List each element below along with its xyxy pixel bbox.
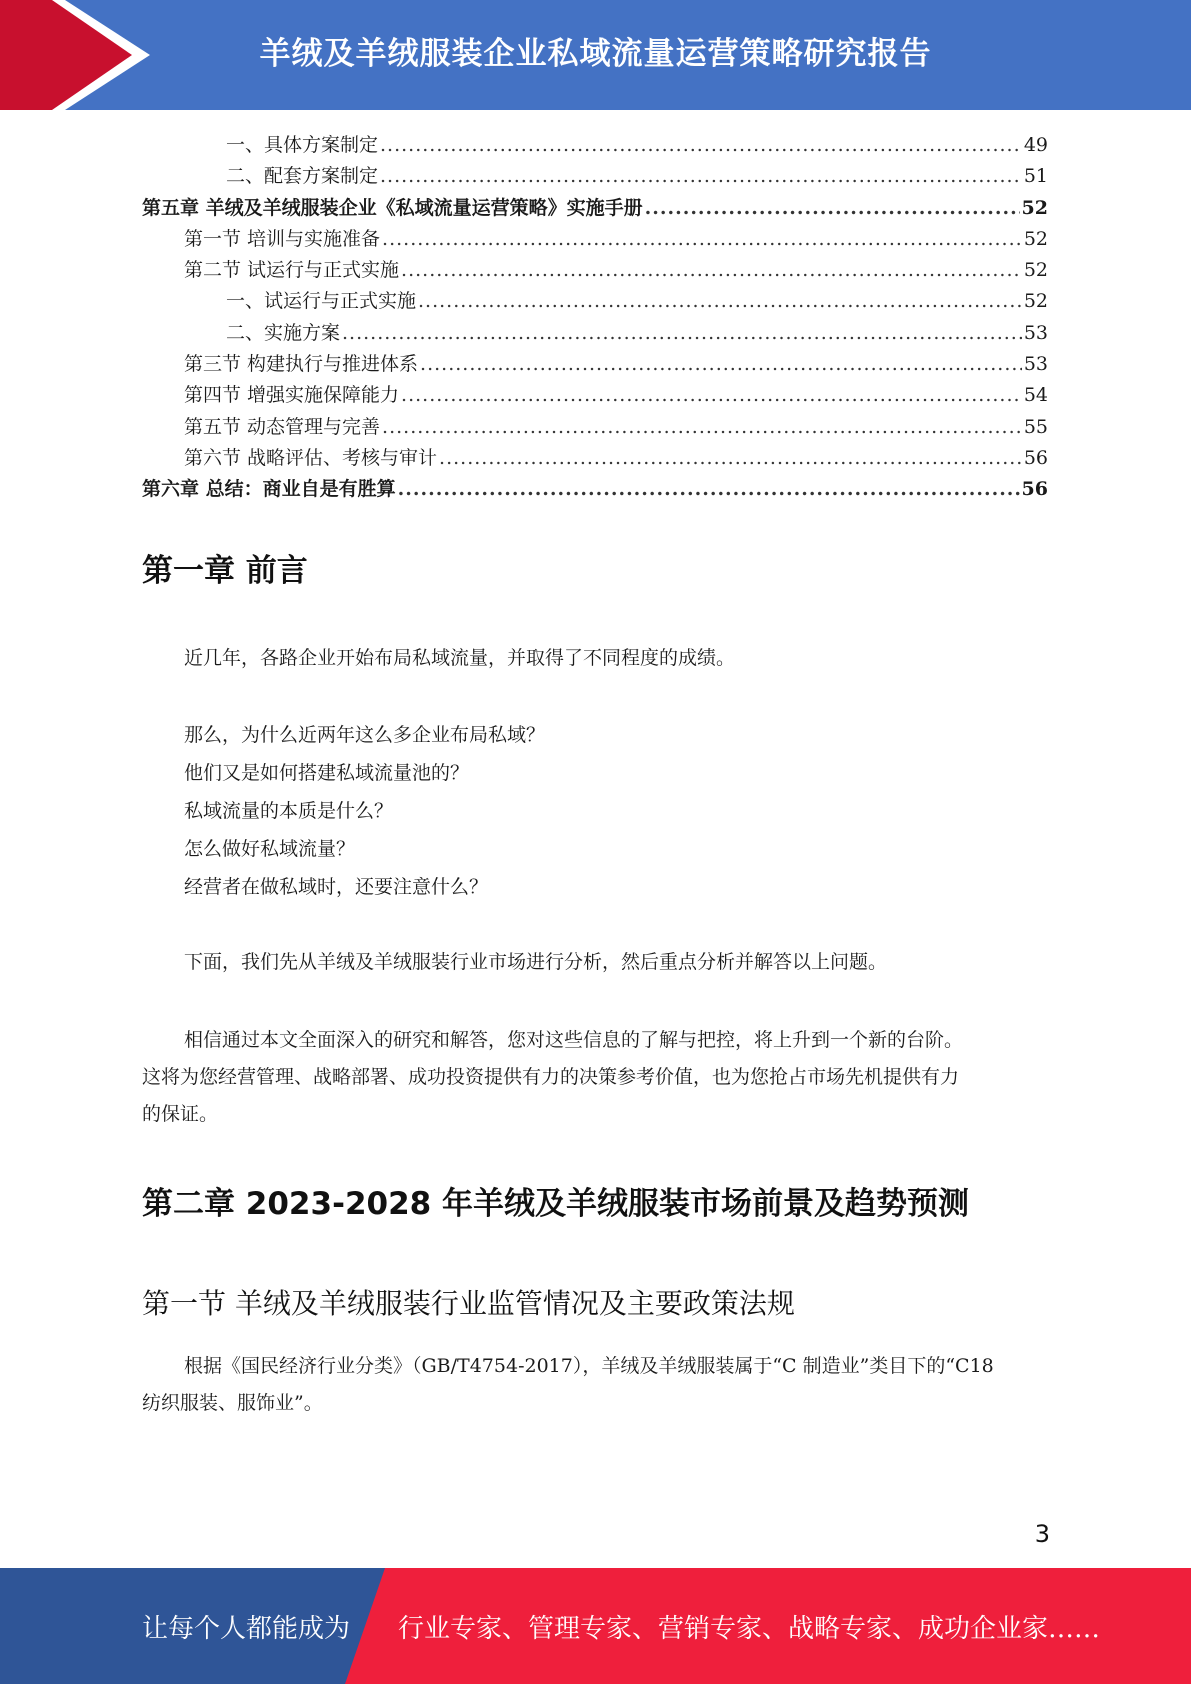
toc-leader-dots xyxy=(401,259,1022,281)
toc-entry-title: 第五节 动态管理与完善 xyxy=(184,415,381,438)
chapter-1-question-list xyxy=(184,716,545,906)
toc-entry-page: 56 xyxy=(1021,478,1048,501)
toc-entry[interactable] xyxy=(142,193,1048,224)
toc-leader-dots xyxy=(382,416,1022,438)
toc-leader-dots xyxy=(439,447,1022,469)
toc-entry[interactable] xyxy=(142,224,1048,255)
question-1: 那么，为什么近两年这么多企业布局私域？ xyxy=(184,724,546,746)
toc-leader-dots xyxy=(401,384,1022,406)
toc-entry-page: 53 xyxy=(1023,321,1048,344)
toc-leader-dots xyxy=(382,228,1022,250)
toc-entry-page: 52 xyxy=(1021,196,1048,219)
question-3: 私域流量的本质是什么？ xyxy=(184,800,394,822)
chapter-2-title: 第二章 2023-2028 年羊绒及羊绒服装市场前景及趋势预测 xyxy=(142,1186,970,1222)
toc-entry-page: 53 xyxy=(1023,353,1048,376)
toc-entry[interactable] xyxy=(142,380,1048,411)
closing-line-1: 相信通过本文全面深入的研究和解答，您对这些信息的了解与把控，将上升到一个新的台阶。 xyxy=(184,1029,964,1051)
toc-leader-dots xyxy=(645,197,1020,219)
toc-leader-dots xyxy=(418,290,1022,312)
table-of-contents xyxy=(142,130,1048,506)
toc-entry-title: 第一节 培训与实施准备 xyxy=(184,227,381,250)
toc-entry-title: 二、实施方案 xyxy=(226,321,341,344)
chapter-1-transition: 下面，我们先从羊绒及羊绒服装行业市场进行分析，然后重点分析并解答以上问题。 xyxy=(184,951,888,973)
toc-entry-title: 一、具体方案制定 xyxy=(226,134,379,156)
toc-entry-page: 49 xyxy=(1023,134,1048,156)
toc-entry-title: 第六节 战略评估、考核与审计 xyxy=(184,446,438,469)
toc-entry[interactable] xyxy=(142,130,1048,161)
toc-entry[interactable] xyxy=(142,161,1048,192)
section-1-line-1: 根据《国民经济行业分类》（GB/T4754-2017），羊绒及羊绒服装属于“C 制造业”类目下的“C18 xyxy=(184,1355,994,1377)
toc-leader-dots xyxy=(380,165,1022,187)
toc-entry-page: 52 xyxy=(1023,227,1048,250)
closing-line-2: 这将为您经营管理、战略部署、成功投资提供有力的决策参考价值，也为您抢占市场先机提供有力 xyxy=(142,1066,960,1088)
toc-entry-title: 第二节 试运行与正式实施 xyxy=(184,259,400,282)
toc-leader-dots xyxy=(398,478,1020,500)
toc-entry-page: 56 xyxy=(1023,446,1048,469)
header-title: 羊绒及羊绒服装企业私域流量运营策略研究报告 xyxy=(259,36,932,72)
toc-entry-page: 51 xyxy=(1023,165,1048,188)
chapter-1-intro: 近几年，各路企业开始布局私域流量，并取得了不同程度的成绩。 xyxy=(184,647,736,669)
toc-entry[interactable] xyxy=(142,349,1048,380)
chapter-1-closing xyxy=(142,1022,1048,1133)
toc-entry-title: 第三节 构建执行与推进体系 xyxy=(184,353,419,376)
section-1-title: 第一节 羊绒及羊绒服装行业监管情况及主要政策法规 xyxy=(142,1287,795,1320)
toc-leader-dots xyxy=(420,353,1022,375)
toc-leader-dots xyxy=(380,134,1022,156)
toc-entry-page: 52 xyxy=(1023,259,1048,282)
question-4: 怎么做好私域流量？ xyxy=(184,838,356,860)
toc-entry-title: 第四节 增强实施保障能力 xyxy=(184,384,400,407)
toc-entry-page: 54 xyxy=(1023,384,1048,407)
toc-entry-title: 一、试运行与正式实施 xyxy=(226,290,417,313)
chapter-1-title: 第一章 前言 xyxy=(142,553,308,589)
toc-entry-page: 55 xyxy=(1023,415,1048,438)
page-number: 3 xyxy=(1034,1520,1050,1548)
toc-entry-title: 第六章 总结：商业自是有胜算 xyxy=(142,478,396,501)
toc-entry-page: 52 xyxy=(1023,290,1048,313)
toc-entry-title: 二、配套方案制定 xyxy=(226,165,379,188)
toc-entry[interactable] xyxy=(142,474,1048,505)
toc-entry[interactable] xyxy=(142,318,1048,349)
footer-slogan-right: 行业专家、管理专家、营销专家、战略专家、成功企业家…… xyxy=(398,1614,1101,1644)
toc-entry[interactable] xyxy=(142,412,1048,443)
closing-line-3: 的保证。 xyxy=(142,1103,219,1125)
question-5: 经营者在做私域时，还要注意什么？ xyxy=(184,876,489,898)
toc-entry[interactable] xyxy=(142,443,1048,474)
toc-entry-title: 第五章 羊绒及羊绒服装企业《私域流量运营策略》实施手册 xyxy=(142,196,643,219)
toc-entry[interactable] xyxy=(142,286,1048,317)
toc-entry[interactable] xyxy=(142,255,1048,286)
toc-leader-dots xyxy=(342,322,1022,344)
footer-banner xyxy=(0,1568,1191,1684)
footer-slogan-left: 让每个人都能成为 xyxy=(142,1614,351,1644)
section-1-line-2: 纺织服装、服饰业”。 xyxy=(142,1392,323,1414)
section-1-body xyxy=(142,1348,1048,1422)
header-banner xyxy=(0,0,1191,110)
question-2: 他们又是如何搭建私域流量池的？ xyxy=(184,762,470,784)
